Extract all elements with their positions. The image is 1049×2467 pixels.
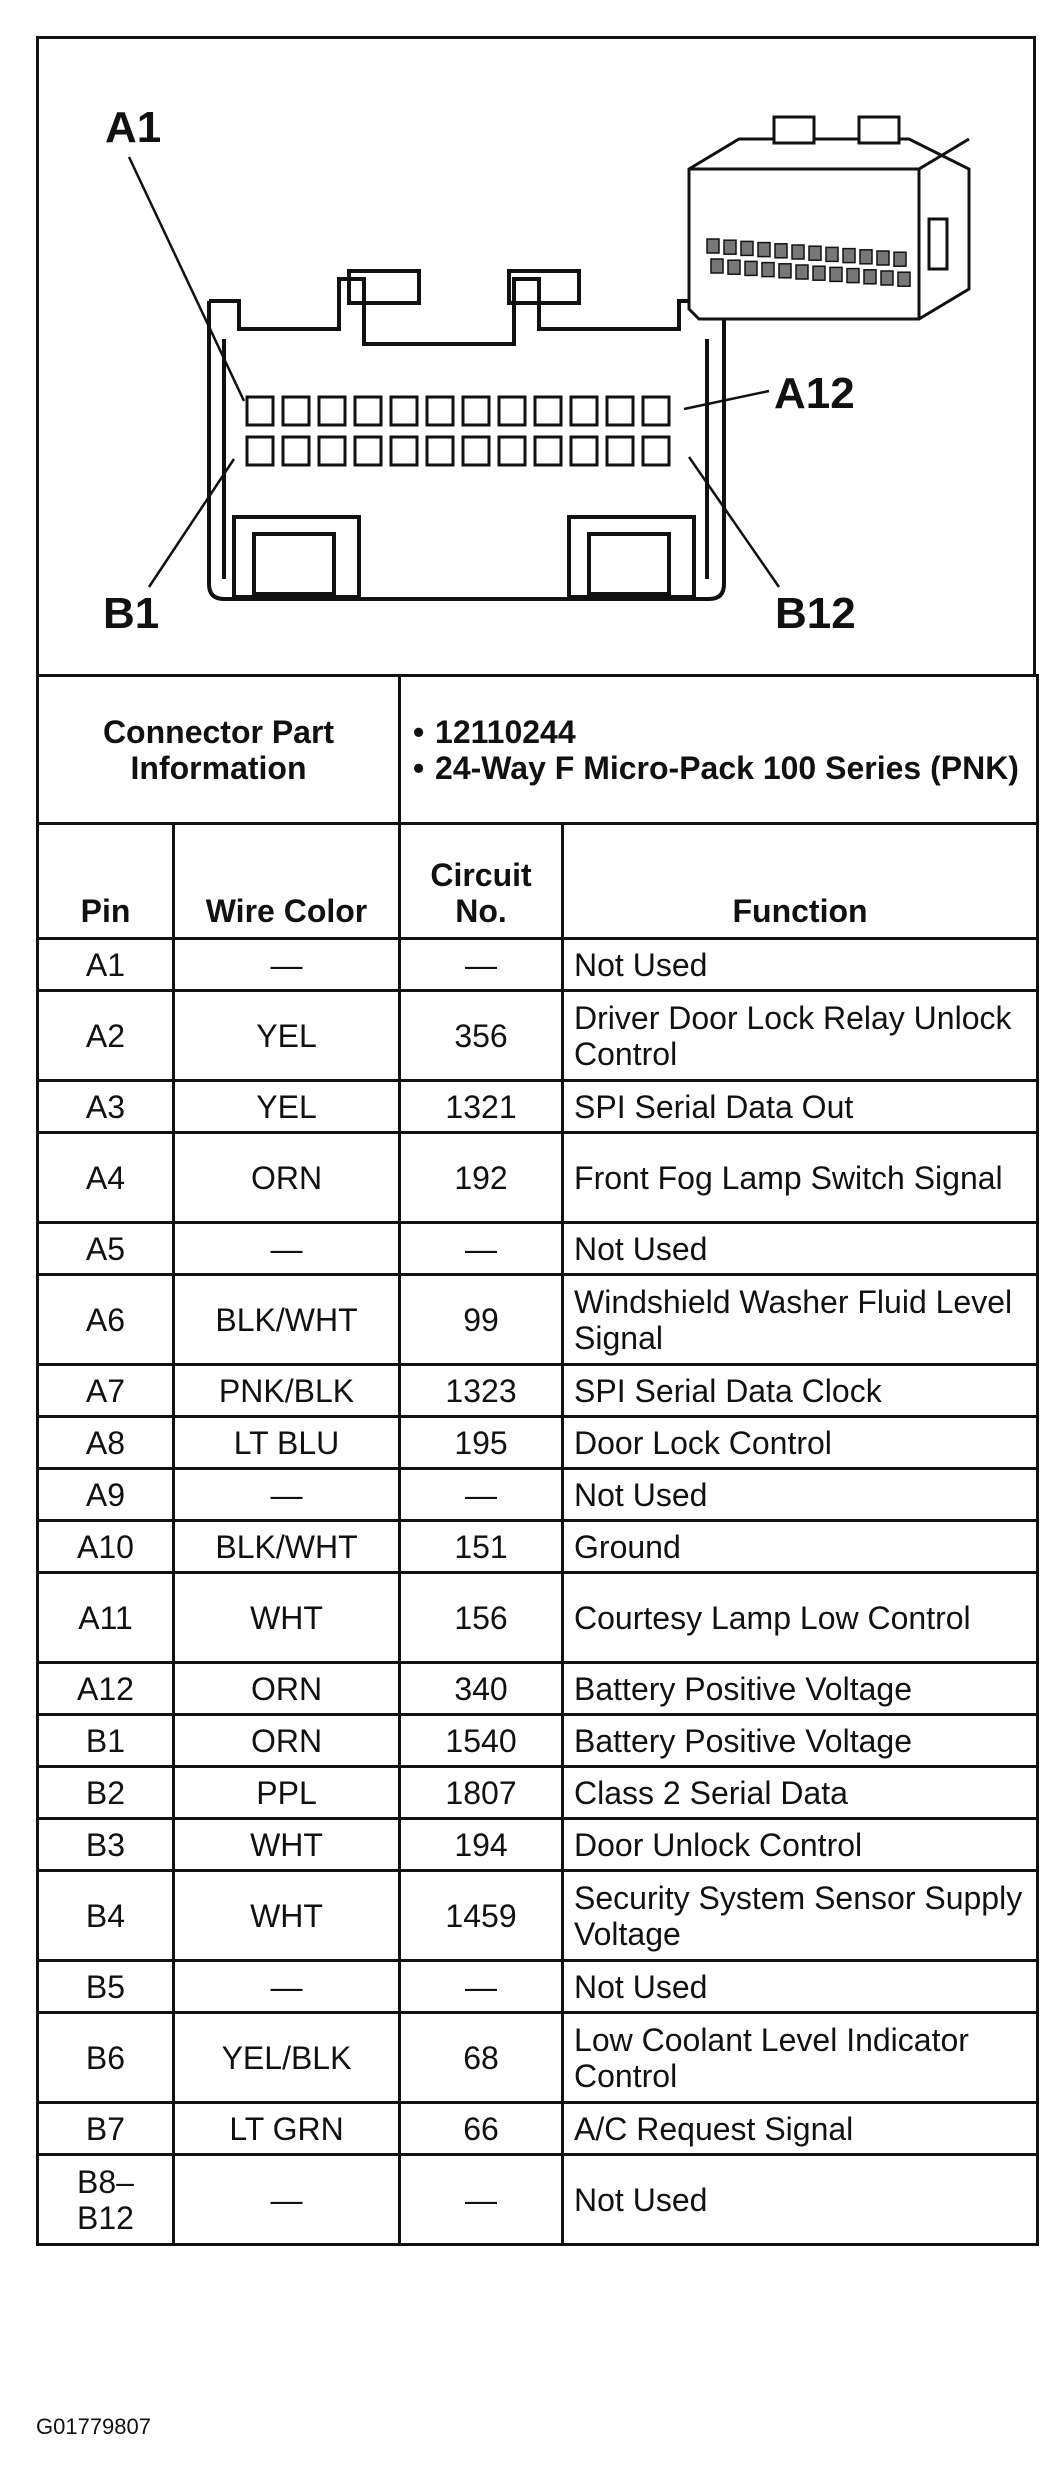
table-row (38, 1961, 1038, 2013)
function-cell: Security System Sensor Supply Voltage (563, 1871, 1038, 1961)
table-row (38, 2155, 1038, 2245)
function-cell: Low Coolant Level Indicator Control (563, 2013, 1038, 2103)
table-header (38, 824, 1038, 939)
function-cell: Door Unlock Control (563, 1819, 1038, 1871)
header-function: Function (563, 824, 1038, 939)
connector-figure (36, 36, 1036, 674)
wire-color-cell: ORN (174, 1715, 400, 1767)
function-cell: A/C Request Signal (563, 2103, 1038, 2155)
pin-cell: A5 (38, 1223, 174, 1275)
connector-info-label: Connector Part Information (38, 676, 400, 824)
function-cell: Ground (563, 1521, 1038, 1573)
wire-color-cell: — (174, 939, 400, 991)
pin-cell: B5 (38, 1961, 174, 2013)
connector-drawing (39, 39, 1039, 677)
table-row (38, 1819, 1038, 1871)
function-cell: Windshield Washer Fluid Level Signal (563, 1275, 1038, 1365)
header-wire-color: Wire Color (174, 824, 400, 939)
circuit-no-cell: 192 (400, 1133, 563, 1223)
pin-cell: B7 (38, 2103, 174, 2155)
pin-cell: A12 (38, 1663, 174, 1715)
circuit-no-cell: — (400, 2155, 563, 2245)
table-row (38, 1417, 1038, 1469)
pin-cell: A9 (38, 1469, 174, 1521)
table-row (38, 1223, 1038, 1275)
circuit-no-cell: 1459 (400, 1871, 563, 1961)
table-row (38, 1573, 1038, 1663)
circuit-no-cell: 151 (400, 1521, 563, 1573)
pin-cell: B6 (38, 2013, 174, 2103)
function-cell: Class 2 Serial Data (563, 1767, 1038, 1819)
label-a12: A12 (774, 369, 855, 418)
table-row (38, 1365, 1038, 1417)
wire-color-cell: ORN (174, 1663, 400, 1715)
pin-cell: A6 (38, 1275, 174, 1365)
function-cell: Not Used (563, 1961, 1038, 2013)
circuit-no-cell: 1323 (400, 1365, 563, 1417)
table-row (38, 939, 1038, 991)
label-b12: B12 (775, 589, 856, 638)
wire-color-cell: — (174, 1223, 400, 1275)
wire-color-cell: YEL/BLK (174, 2013, 400, 2103)
circuit-no-cell: 156 (400, 1573, 563, 1663)
pin-cell: B2 (38, 1767, 174, 1819)
circuit-no-cell: 1321 (400, 1081, 563, 1133)
circuit-no-cell: 68 (400, 2013, 563, 2103)
table-row (38, 2103, 1038, 2155)
wire-color-cell: BLK/WHT (174, 1521, 400, 1573)
circuit-no-cell: 194 (400, 1819, 563, 1871)
wire-color-cell: BLK/WHT (174, 1275, 400, 1365)
wire-color-cell: PPL (174, 1767, 400, 1819)
pin-cell: A3 (38, 1081, 174, 1133)
circuit-no-cell: — (400, 1469, 563, 1521)
function-cell: Battery Positive Voltage (563, 1663, 1038, 1715)
wire-color-cell: — (174, 1469, 400, 1521)
table-row (38, 2013, 1038, 2103)
pin-cell: A11 (38, 1573, 174, 1663)
figure-id: G01779807 (36, 2414, 151, 2439)
circuit-no-cell: 340 (400, 1663, 563, 1715)
table-row (38, 1275, 1038, 1365)
table-row (38, 1663, 1038, 1715)
pin-cell: A1 (38, 939, 174, 991)
function-cell: Battery Positive Voltage (563, 1715, 1038, 1767)
table-row (38, 1469, 1038, 1521)
table-row (38, 1521, 1038, 1573)
part-number: • 12110244 (435, 714, 1026, 750)
header-pin: Pin (38, 824, 174, 939)
wire-color-cell: — (174, 1961, 400, 2013)
table-row (38, 991, 1038, 1081)
wire-color-cell: WHT (174, 1573, 400, 1663)
wire-color-cell: WHT (174, 1871, 400, 1961)
table-row (38, 1133, 1038, 1223)
pin-cell: B1 (38, 1715, 174, 1767)
circuit-no-cell: 1540 (400, 1715, 563, 1767)
function-cell: SPI Serial Data Out (563, 1081, 1038, 1133)
circuit-no-cell: 66 (400, 2103, 563, 2155)
function-cell: SPI Serial Data Clock (563, 1365, 1038, 1417)
table-row (38, 1767, 1038, 1819)
circuit-no-cell: 99 (400, 1275, 563, 1365)
wire-color-cell: YEL (174, 991, 400, 1081)
function-cell: Courtesy Lamp Low Control (563, 1573, 1038, 1663)
pin-cell: A4 (38, 1133, 174, 1223)
part-description: • 24-Way F Micro-Pack 100 Series (PNK) (435, 750, 1026, 786)
circuit-no-cell: — (400, 1961, 563, 2013)
table-row (38, 1715, 1038, 1767)
function-cell: Door Lock Control (563, 1417, 1038, 1469)
wire-color-cell: YEL (174, 1081, 400, 1133)
circuit-no-cell: 195 (400, 1417, 563, 1469)
wire-color-cell: WHT (174, 1819, 400, 1871)
pin-cell: B3 (38, 1819, 174, 1871)
connector-3d-icon (689, 117, 969, 319)
pin-cell: A7 (38, 1365, 174, 1417)
pin-cell: A2 (38, 991, 174, 1081)
document (36, 36, 1036, 2439)
table-row (38, 1871, 1038, 1961)
circuit-no-cell: 356 (400, 991, 563, 1081)
wire-color-cell: LT GRN (174, 2103, 400, 2155)
function-cell: Not Used (563, 1469, 1038, 1521)
wire-color-cell: ORN (174, 1133, 400, 1223)
wire-color-cell: LT BLU (174, 1417, 400, 1469)
wire-color-cell: — (174, 2155, 400, 2245)
pin-cell: A10 (38, 1521, 174, 1573)
pin-cavities (247, 397, 669, 465)
function-cell: Not Used (563, 939, 1038, 991)
function-cell: Not Used (563, 1223, 1038, 1275)
label-a1: A1 (105, 103, 162, 152)
function-cell: Front Fog Lamp Switch Signal (563, 1133, 1038, 1223)
circuit-no-cell: — (400, 939, 563, 991)
connector-info-values (400, 676, 1038, 824)
pin-cell: B8–B12 (38, 2155, 174, 2245)
header-circuit-no: Circuit No. (400, 824, 563, 939)
label-b1: B1 (103, 589, 160, 638)
pin-cell: A8 (38, 1417, 174, 1469)
wire-color-cell: PNK/BLK (174, 1365, 400, 1417)
pin-cell: B4 (38, 1871, 174, 1961)
connector-info-row (38, 676, 1038, 824)
circuit-no-cell: 1807 (400, 1767, 563, 1819)
table-row (38, 1081, 1038, 1133)
circuit-no-cell: — (400, 1223, 563, 1275)
pinout-table (36, 674, 1039, 2246)
function-cell: Driver Door Lock Relay Unlock Control (563, 991, 1038, 1081)
function-cell: Not Used (563, 2155, 1038, 2245)
